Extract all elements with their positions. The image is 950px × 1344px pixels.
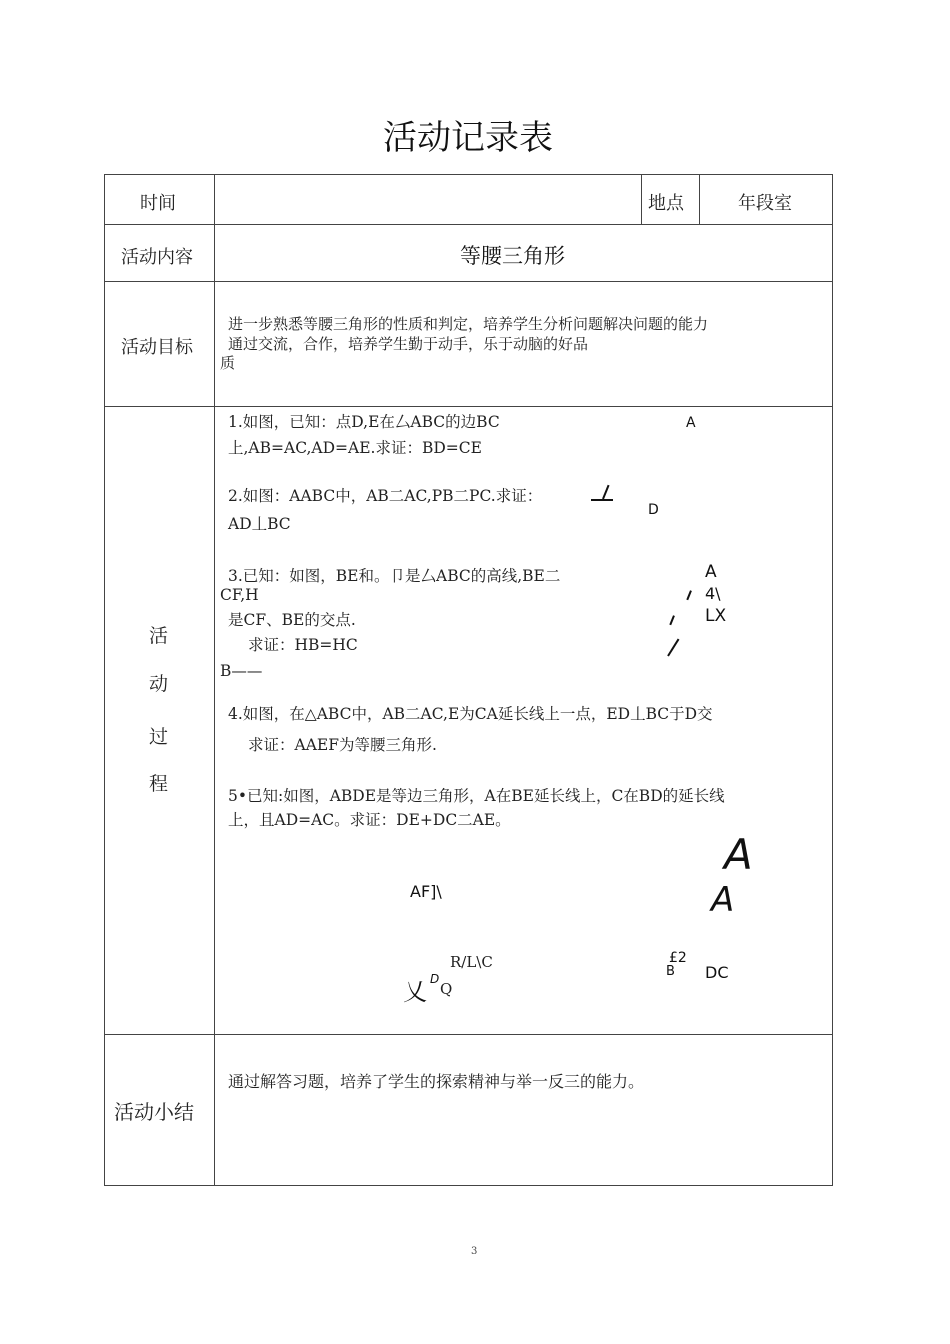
process-label-char-3: 过 [149,726,169,748]
problem-3-line-2: CF,H [220,586,259,604]
column-divider [214,174,215,1186]
process-label-char-1: 活 [149,625,169,647]
figure-5-label-a: A [711,880,735,920]
figure-3-stroke-3 [667,639,679,657]
page-number: 3 [471,1246,478,1257]
figure-1-label-a: A [686,415,696,431]
place-label: 地点 [648,193,684,214]
table-border-left [104,174,105,1186]
figure-2-slant-stroke [602,485,609,500]
figure-5-label-dc: DC [705,963,729,982]
figure-3-label-a: A [705,562,717,582]
figure-5-label-b: B [666,964,675,979]
figure-4-label-q: Q [440,980,453,998]
problem-3-line-4: 求证：HB=HC [248,636,358,654]
goal-line-1: 进一步熟悉等腰三角形的性质和判定，培养学生分析问题解决问题的能力 [228,315,709,333]
problem-1-line-2: 上,AB=AC,AD=AE.求证：BD=CE [228,439,482,457]
figure-4-label-d: D [430,972,440,986]
time-label: 时间 [140,193,176,214]
figure-3-stroke-2 [669,615,674,625]
summary-label: 活动小结 [114,1100,194,1124]
problem-3-line-3: 是CF、BE的交点. [228,611,356,629]
problem-3-line-5: B—— [220,662,263,680]
figure-5-label-e2: £2 [669,950,687,966]
figure-2-base-stroke [591,499,613,501]
problem-1-line-1: 1.如图，已知：点D,E在厶ABC的边BC [228,413,500,431]
figure-3-label-4: 4\ [705,584,721,603]
page-title: 活动记录表 [383,118,553,158]
figure-1-label-d: D [648,502,659,518]
goal-line-3: 质 [220,354,236,372]
figure-4-label-rlc: R/L\C [450,953,493,971]
problem-2-line-2: AD丄BC [228,515,291,533]
goal-line-2: 通过交流，合作，培养学生勤于动手，乐于动脑的好品 [228,335,589,353]
place-label-left-divider [641,174,642,225]
goal-label: 活动目标 [121,337,193,358]
content-value: 等腰三角形 [460,244,565,268]
process-label-char-4: 程 [149,773,169,795]
table-border-right [832,174,833,1186]
problem-4-line-1: 4.如图，在△ABC中，AB二AC,E为CA延长线上一点，ED丄BC于D交 [228,705,713,723]
figure-5-label-a-large: A [724,830,753,879]
figure-3-label-lx: LX [705,606,727,626]
problem-4-line-2: 求证：AAEF为等腰三角形. [248,736,437,754]
content-label: 活动内容 [121,247,193,268]
problem-2-line-1: 2.如图：AABC中，AB二AC,PB二PC.求证： [228,487,543,505]
figure-4-label-af: AF]\ [410,882,442,901]
problem-5-line-2: 上，且AD=AC。求证：DE+DC二AE。 [228,811,511,829]
place-value: 年段室 [738,193,792,214]
figure-4-mark-x: 乂 [403,978,427,1006]
problem-5-line-1: 5•已知:如图，ABDE是等边三角形，A在BE延长线上，C在BD的延长线 [228,787,725,805]
place-value-left-divider [699,174,700,225]
summary-value: 通过解答习题，培养了学生的探索精神与举一反三的能力。 [228,1072,645,1091]
process-label-char-2: 动 [149,673,169,695]
problem-3-line-1: 3.已知：如图，BE和。卩是厶ABC的高线,BE二 [228,567,561,585]
figure-3-stroke-1 [686,590,691,600]
